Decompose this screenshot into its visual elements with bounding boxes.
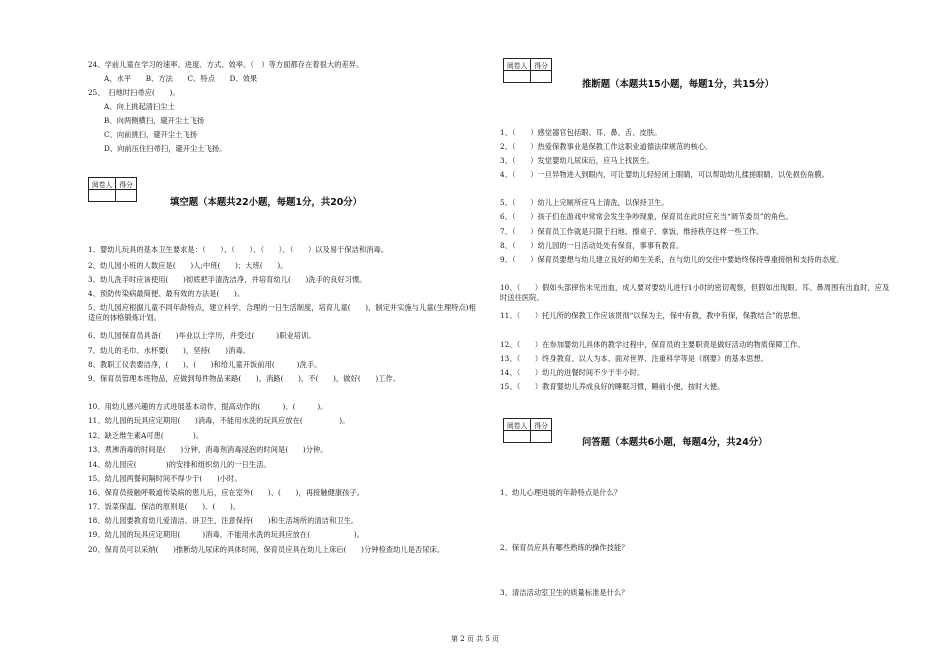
question-24: 24、学前儿童在学习的速率、进度、方式、效率、（ ）等方面都存在着很大的差异。 bbox=[88, 60, 364, 69]
fill-item-4: 4、预防传染病最简便、最有效的方法是( )。 bbox=[88, 289, 245, 298]
question-25-option-d: D、向前压住扫帚扫，避开尘土飞扬。 bbox=[104, 144, 227, 153]
judge-item-13: 13、（ ）终身教育、以人为本、面对世界、注重科学等是《纲要》的基本思想。 bbox=[500, 354, 769, 363]
fill-item-9: 9、保育员管理本班物品，应做到每件物品来路( )，消路( )，不( )，做好( )工作。 bbox=[88, 374, 401, 383]
judge-section-title: 推断题（本题共15小题，每题1分，共15分） bbox=[582, 79, 774, 90]
question-25: 25、 扫地时扫帚应( )。 bbox=[88, 88, 180, 97]
fill-item-19: 19、幼儿园的玩具应定期用( )消毒，不能用水洗的玩具应放在( )。 bbox=[88, 530, 365, 539]
fill-item-15: 15、幼儿园两餐间隔时间不得少于( )小时。 bbox=[88, 474, 242, 483]
grader-cell[interactable] bbox=[89, 190, 116, 202]
score-cell[interactable] bbox=[531, 71, 552, 83]
fill-item-20: 20、保育员可以采纳( )推断幼儿尿床的具体时间，保育员应具在幼儿上床后( )分钟检查幼儿是否尿床。 bbox=[88, 545, 445, 554]
score-cell[interactable] bbox=[116, 190, 137, 202]
fill-item-11: 11、幼儿园的玩具应定期用( )消毒，不能用水洗的玩具应放在( )。 bbox=[88, 416, 350, 425]
fill-item-8: 8、教职工仪表要洁净，( )、( )和给儿童开饭前用( )洗手。 bbox=[88, 360, 322, 369]
fill-item-17: 17、饭菜保温、保洁的原则是( )、( )。 bbox=[88, 502, 241, 511]
qa-item-3: 3、清洁活动室卫生的质量标准是什么？ bbox=[500, 588, 629, 597]
judge-item-5: 5、（ ）幼儿上完厕所应马上清洗，以保持卫生。 bbox=[500, 198, 669, 207]
judge-item-8: 8、（ ）幼儿园的一日活动处处有保育，事事有教育。 bbox=[500, 241, 684, 250]
judge-item-6: 6、（ ）孩子们在游戏中常常会发生争吵现象，保育员在此时应充当“调节委员”的角色。 bbox=[500, 212, 793, 221]
qa-item-1: 1、幼儿心理进展的年龄特点是什么？ bbox=[500, 488, 622, 497]
judge-item-14: 14、（ ）幼儿的进餐时间不少于半小时。 bbox=[500, 368, 645, 377]
fill-item-12: 12、缺乏维生素A可患( )。 bbox=[88, 431, 204, 440]
score-cell[interactable] bbox=[531, 431, 552, 443]
judge-item-2: 2、（ ）热爱保教事业是保教工作这职业道德法律规范的核心。 bbox=[500, 142, 713, 151]
fill-score-box bbox=[88, 177, 137, 202]
question-25-option-a: A、向上挑起清扫尘土 bbox=[104, 102, 175, 111]
score-header-grader: 阅卷人 bbox=[504, 419, 531, 431]
qa-score-box bbox=[503, 418, 552, 443]
fill-item-16: 16、保育员接触呼吸道传染病的患儿后，应在室外( )、( )，再接触健康孩子。 bbox=[88, 488, 365, 497]
score-header-score: 得分 bbox=[531, 59, 552, 71]
judge-item-4: 4、（ ）一旦异物进入到眼内，可让婴幼儿轻轻闭上眼睛，可以帮助幼儿揉搓眼睛，以免损伤角膜。 bbox=[500, 170, 830, 179]
fill-item-14: 14、幼儿园应( )的安排和组织幼儿的一日生活。 bbox=[88, 460, 271, 469]
fill-item-5: 5、幼儿园应根据儿童不同年龄特点，建立科学、合理的一日生活制度，培育儿童( )，制定并实施与儿童(生理特点)相适应的体格锻炼计划。 bbox=[88, 303, 476, 322]
grader-cell[interactable] bbox=[504, 431, 531, 443]
judge-item-10: 10、（ ）假如头部摔伤未见出血，成人要对要幼儿进行1小时的密切观察，但假如出现眼、耳、鼻周围有出血时，应及时送往医院。 bbox=[500, 283, 890, 302]
judge-item-7: 7、（ ）保育员工作就是只限于扫地、擦桌子、拿饭、维持秩序这样一些工作。 bbox=[500, 227, 764, 236]
fill-item-3: 3、幼儿洗手时应该使用( )彻底把手清洗洁净，并培育幼儿( )洗手的良好习惯。 bbox=[88, 275, 367, 284]
question-24-options: A、水平 B、方法 C、特点 D、效果 bbox=[104, 74, 258, 83]
judge-item-11: 11、（ ）托儿所的保教工作应该贯彻“以保为主，保中有教，教中有保，保教结合”的思想。 bbox=[500, 311, 805, 320]
score-header-score: 得分 bbox=[531, 419, 552, 431]
score-header-grader: 阅卷人 bbox=[504, 59, 531, 71]
fill-item-7: 7、幼儿的毛巾、水杯要( )，坚持( )消毒。 bbox=[88, 346, 251, 355]
judge-item-3: 3、（ ）发觉婴幼儿尿床后，应马上找医生。 bbox=[500, 156, 655, 165]
fill-item-10: 10、用幼儿感兴趣的方式进展基本动作，提高动作的( )、( )。 bbox=[88, 402, 328, 411]
fill-item-13: 13、煮沸消毒的时间是( )分钟，消毒剂消毒浸泡的时间是( )分钟。 bbox=[88, 445, 328, 454]
judge-score-box bbox=[503, 58, 552, 83]
question-25-option-b: B、向两侧横扫，避开尘土飞扬 bbox=[104, 116, 205, 125]
judge-item-15: 15、（ ）教育婴幼儿养成良好的睡眠习惯，睡前小便，按时大便。 bbox=[500, 382, 725, 391]
fill-item-18: 18、幼儿园要教育幼儿爱清洁、讲卫生，注意保持( )和生活场所的清洁和卫生。 bbox=[88, 516, 359, 525]
score-header-score: 得分 bbox=[116, 178, 137, 190]
qa-item-2: 2、保育员应具有哪些熟练的操作技能？ bbox=[500, 543, 629, 552]
judge-item-1: 1、（ ）感觉器官包括眼、耳、鼻、舌、皮肤。 bbox=[500, 128, 662, 137]
score-header-grader: 阅卷人 bbox=[89, 178, 116, 190]
grader-cell[interactable] bbox=[504, 71, 531, 83]
judge-item-9: 9、（ ）保育员要想与幼儿建立良好的师生关系，在与幼儿的交往中要始终保持尊重接纳和支持的态度。 bbox=[500, 255, 844, 264]
qa-section-title: 问答题（本题共6小题，每题4分，共24分） bbox=[582, 437, 768, 448]
fill-section-title: 填空题（本题共22小题，每题1分，共20分） bbox=[170, 197, 362, 208]
fill-item-6: 6、幼儿园保育员具备( )毕业以上学历，并受过( )职业培训。 bbox=[88, 331, 316, 340]
judge-item-12: 12、（ ）在参加婴幼儿具体的教学过程中，保育员的主要职责是做好活动的物质保障工作。 bbox=[500, 340, 805, 349]
fill-item-1: 1、婴幼儿玩具的基本卫生要求是：（ ）、（ ）、（ ）、（ ）以及易于保洁和消毒。 bbox=[88, 245, 389, 254]
page-footer: 第 2 页 共 5 页 bbox=[450, 635, 500, 643]
question-25-option-c: C、向前挑扫，避开尘土飞扬 bbox=[104, 130, 198, 139]
fill-item-2: 2、幼儿园小班的人数应是( )人;中班( )；大班( )。 bbox=[88, 261, 288, 270]
